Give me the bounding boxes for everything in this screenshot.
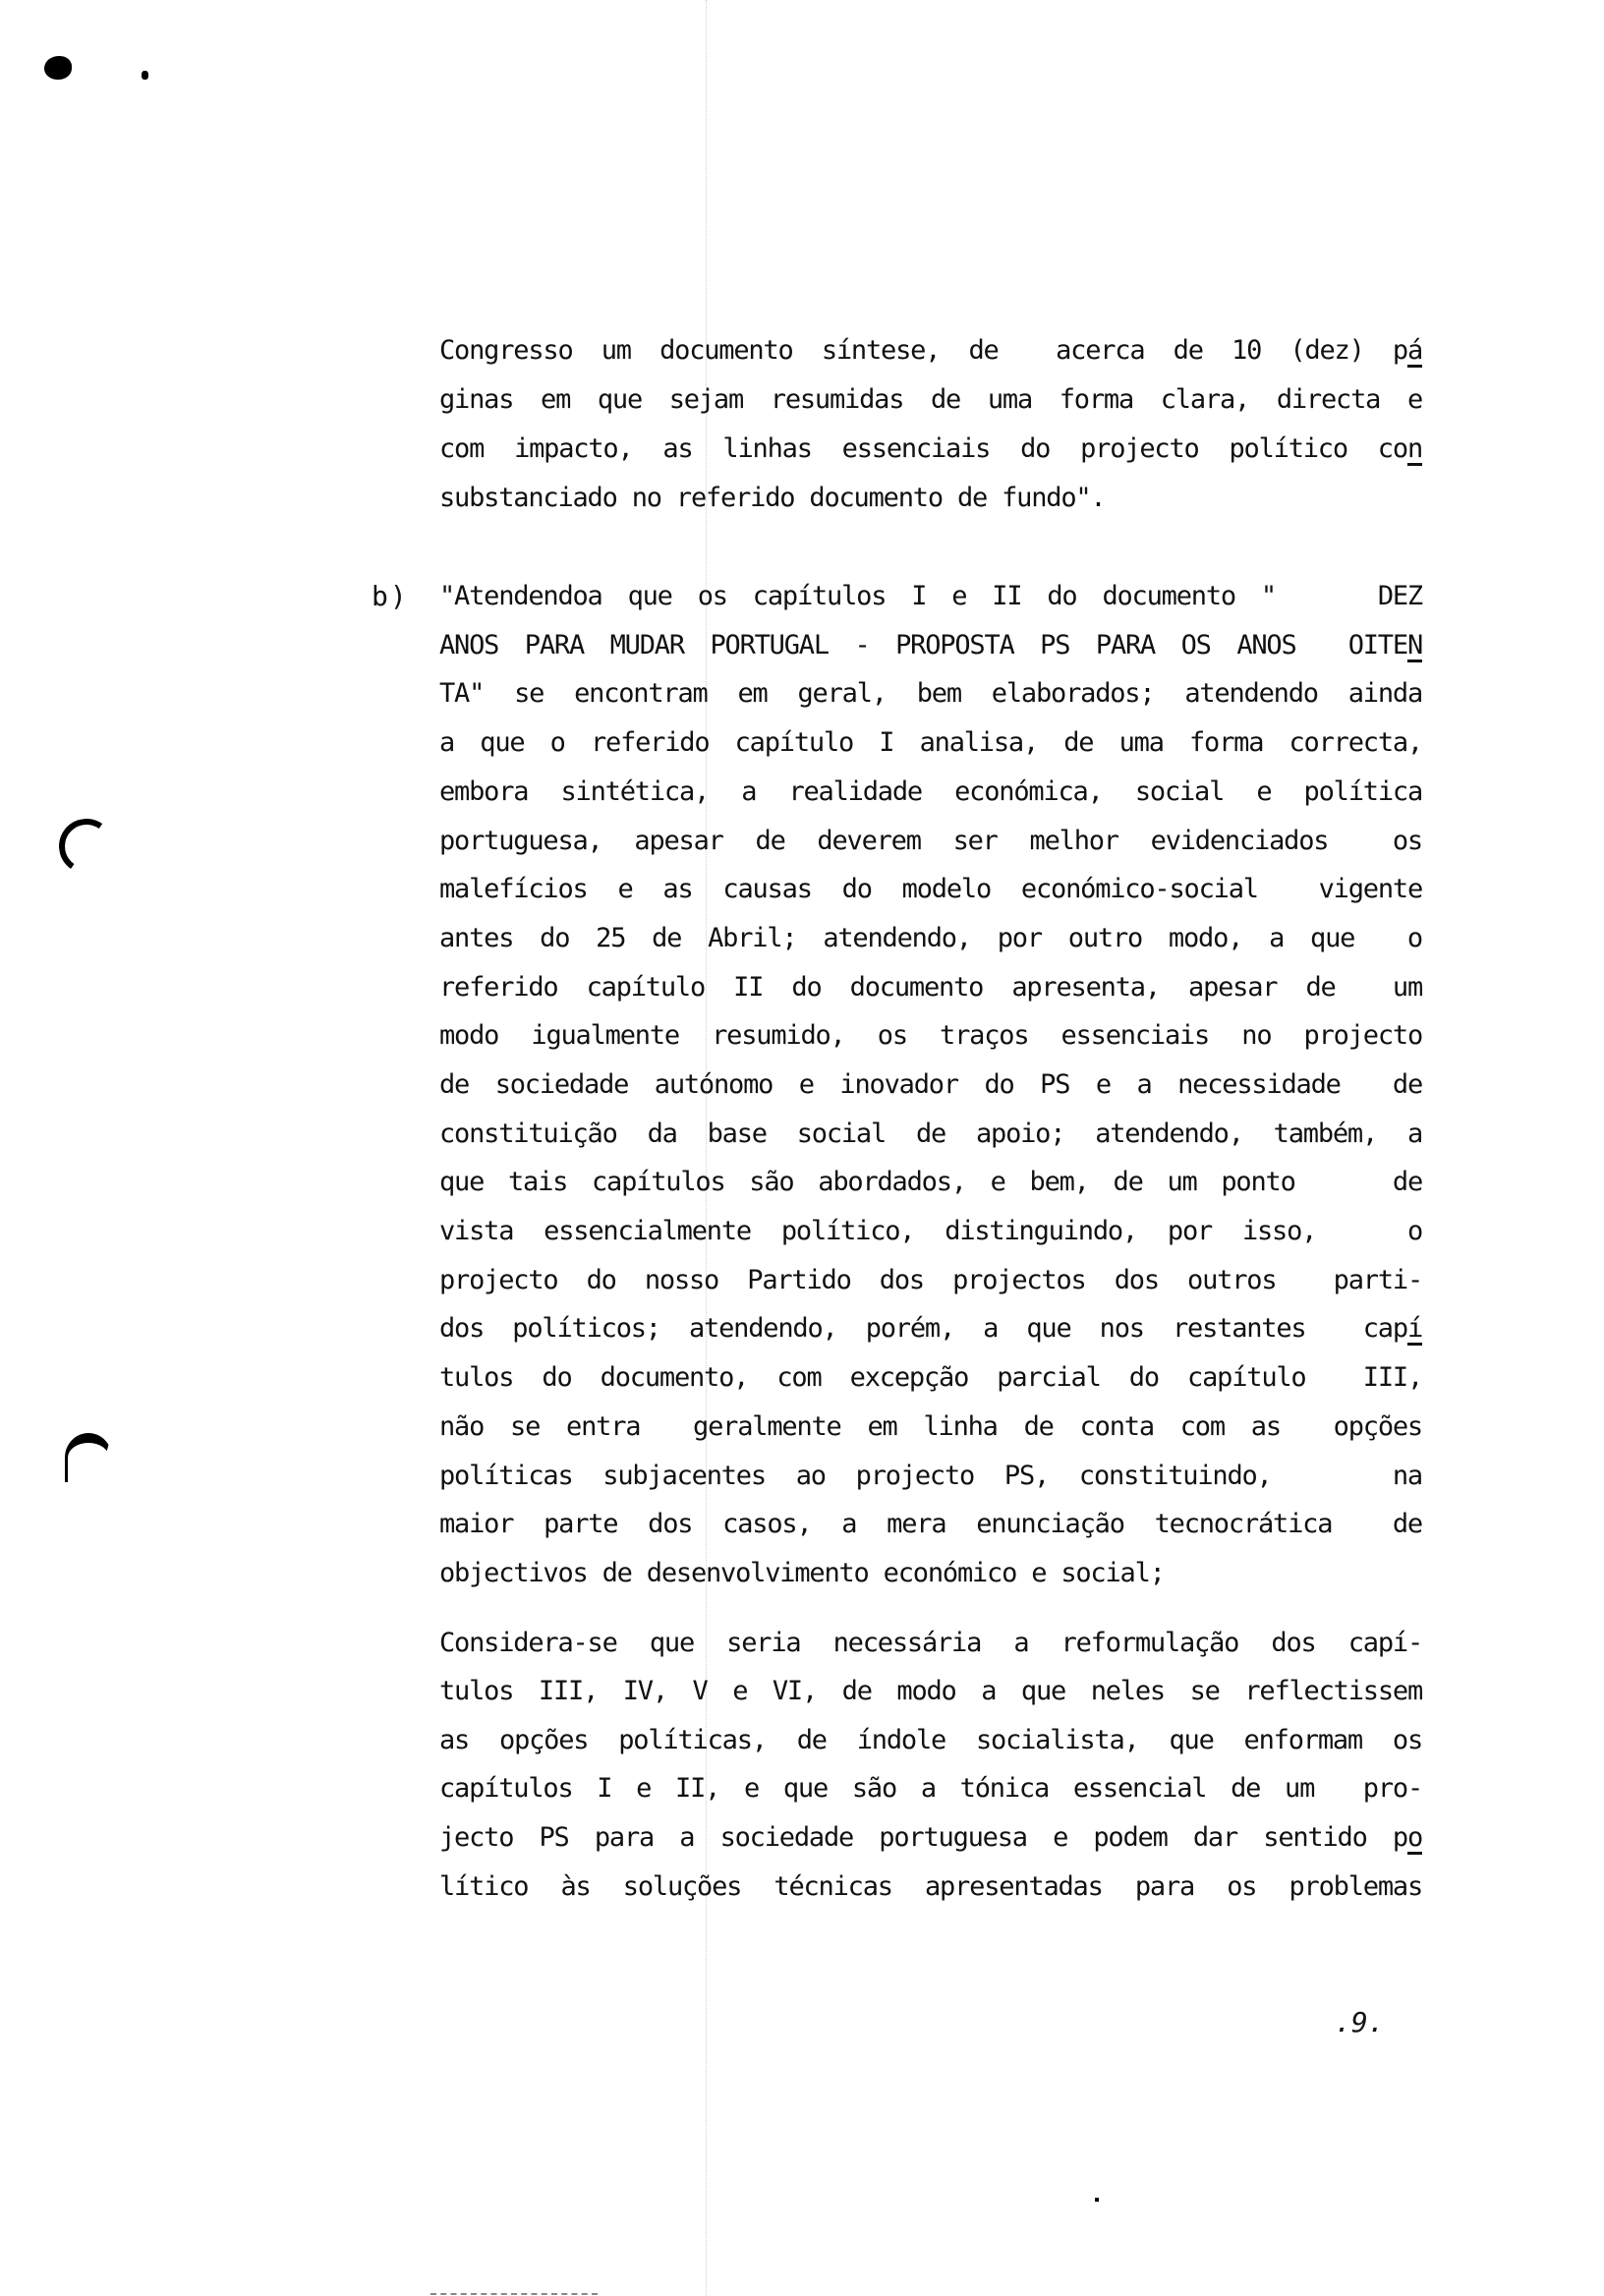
text-line: dos políticos; atendendo, porém, a que nos restantes capí (439, 1313, 1422, 1344)
text-line: embora sintética, a realidade económica, social e política (439, 776, 1422, 807)
text-line: "Atendendoa que os capítulos I e II do documento " DEZ (439, 581, 1422, 611)
text-line: vista essencialmente político, distinguindo, por isso, o (439, 1216, 1422, 1246)
text-line: Considera-se que seria necessária a reformulação dos capí- (439, 1628, 1422, 1658)
punch-hole-arc-mark (55, 815, 119, 879)
text-line: Congresso um documento síntese, de acerca de 10 (dez) pá (439, 335, 1422, 366)
text-line: ANOS PARA MUDAR PORTUGAL - PROPOSTA PS PARA OS ANOS OITEN (439, 630, 1422, 660)
text-line: malefícios e as causas do modelo económico-social vigente (439, 874, 1422, 904)
text-line: ginas em que sejam resumidas de uma forma clara, directa e (439, 384, 1422, 415)
text-line: antes do 25 de Abril; atendendo, por outro modo, a que o (439, 923, 1422, 953)
text-line: tulos do documento, com excepção parcial do capítulo III, (439, 1362, 1422, 1393)
list-marker: b) (372, 580, 409, 612)
ink-speck-bottom (1095, 2198, 1099, 2202)
text-line: constituição da base social de apoio; atendendo, também, a (439, 1119, 1422, 1149)
text-line: com impacto, as linhas essenciais do projecto político con (439, 433, 1422, 464)
text-line: lítico às soluções técnicas apresentadas para os problemas (439, 1871, 1422, 1902)
text-line: referido capítulo II do documento apresenta, apesar de um (439, 972, 1422, 1003)
text-line: a que o referido capítulo I analisa, de uma forma correcta, (439, 727, 1422, 758)
text-line: maior parte dos casos, a mera enunciação tecnocrática de (439, 1509, 1422, 1539)
text-line: substanciado no referido documento de fundo". (439, 483, 1106, 513)
text-line: objectivos de desenvolvimento económico e social; (439, 1558, 1165, 1588)
text-line: modo igualmente resumido, os traços essenciais no projecto (439, 1020, 1422, 1051)
text-line: capítulos I e II, e que são a tónica essencial de um pro- (439, 1773, 1422, 1804)
text-line: políticas subjacentes ao projecto PS, constituindo, na (439, 1461, 1422, 1491)
text-line: que tais capítulos são abordados, e bem, de um ponto de (439, 1167, 1422, 1197)
text-line: não se entra geralmente em linha de conta com as opções (439, 1411, 1422, 1442)
text-line: de sociedade autónomo e inovador do PS e a necessidade de (439, 1069, 1422, 1100)
page-number: .9. (1335, 2006, 1385, 2038)
text-line: jecto PS para a sociedade portuguesa e podem dar sentido po (439, 1822, 1422, 1853)
text-line: portuguesa, apesar de deverem ser melhor evidenciados os (439, 826, 1422, 856)
scan-bottom-dash (430, 2293, 598, 2295)
punch-hole-arc-mark-lower (65, 1433, 112, 1482)
text-line: projecto do nosso Partido dos projectos dos outros parti- (439, 1265, 1422, 1295)
ink-blot-mark (44, 56, 72, 80)
text-line: as opções políticas, de índole socialista, que enformam os (439, 1725, 1422, 1755)
ink-speck-mark (142, 71, 148, 80)
text-line: tulos III, IV, V e VI, de modo a que neles se reflectissem (439, 1676, 1422, 1706)
text-line: TA" se encontram em geral, bem elaborados; atendendo ainda (439, 678, 1422, 709)
